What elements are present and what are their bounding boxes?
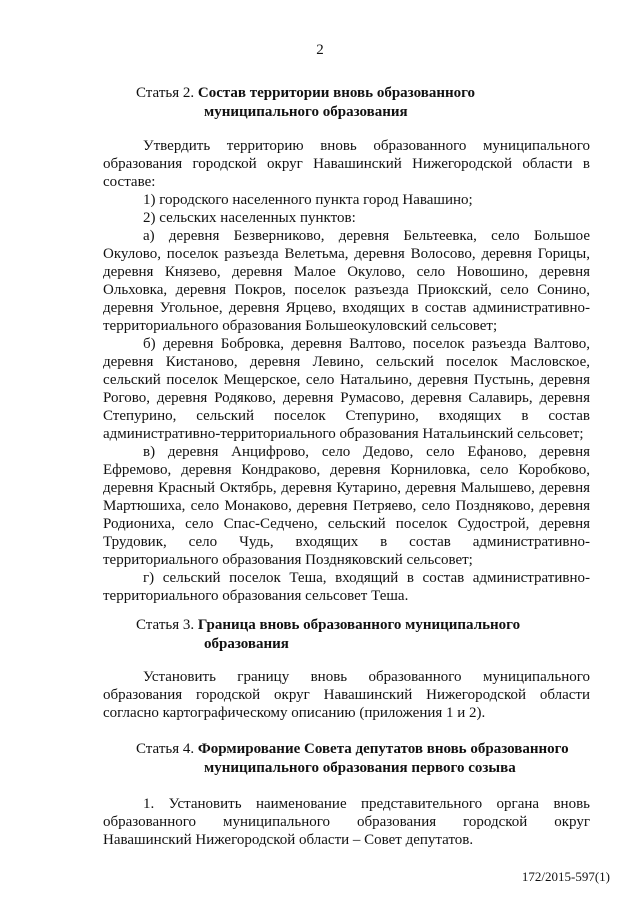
- article-2-title-line-2: муниципального образования: [204, 104, 408, 120]
- article-3-line: образования городской округ Навашинский Нижегородской области: [103, 687, 590, 703]
- article-2-heading: [136, 84, 576, 122]
- article-2-line: Утвердить территорию вновь образованного муниципального: [143, 138, 590, 154]
- article-3-line: Установить границу вновь образованного муниципального: [143, 669, 590, 685]
- article-2-line: б) деревня Бобровка, деревня Валтово, поселок разъезда Валтово,: [143, 336, 590, 352]
- article-4-title-line-1: Формирование Совета депутатов вновь образованного: [197, 741, 569, 757]
- article-2-line: г) сельский поселок Теша, входящий в состав административно-: [143, 570, 590, 586]
- article-2-line: Окулово, поселок разъезда Велетьма, деревня Волосово, деревня Горицы,: [103, 246, 590, 262]
- article-2-line: деревня Красный Октябрь, деревня Кутарино, деревня Малышево, деревня: [103, 480, 590, 496]
- article-4-line: 1. Установить наименование представительного органа вновь: [143, 796, 590, 812]
- article-2-line: Степурино, сельский поселок Степурино, входящих в состав: [103, 408, 590, 424]
- article-2-prefix: Статья 2.: [136, 85, 195, 101]
- article-2-line: территориального образования Большеокуловский сельсовет;: [103, 318, 498, 334]
- article-2-line: деревня Угольное, деревня Ярцево, входящих в состав административно-: [103, 300, 590, 316]
- article-4-heading: [136, 740, 576, 778]
- article-2-line: Рогово, деревня Родяково, деревня Румасово, деревня Салавирь, деревня: [103, 390, 590, 406]
- article-2-line: административно-территориального образования Натальинский сельсовет;: [103, 426, 584, 442]
- article-4-line: образованного муниципального образования городской округ: [103, 814, 590, 830]
- article-3-prefix: Статья 3.: [136, 617, 195, 633]
- article-2-line: сельский поселок Мещерское, село Натальино, деревня Пустынь, деревня: [103, 372, 590, 388]
- article-2-line: деревня Кистаново, деревня Левино, сельский поселок Масловское,: [103, 354, 590, 370]
- article-2-line: территориального образования Поздняковский сельсовет;: [103, 552, 473, 568]
- article-2-line: а) деревня Безверниково, деревня Бельтеевка, село Большое: [143, 228, 590, 244]
- article-3-line: согласно картографическому описанию (приложения 1 и 2).: [103, 705, 486, 721]
- article-2-line: Трудовик, село Чудь, входящих в состав административно-: [103, 534, 590, 550]
- article-2-line: территориального образования сельсовет Теша.: [103, 588, 409, 604]
- article-3-title-line-2: образования: [204, 636, 289, 652]
- article-2-line: Мартюшиха, село Монаково, деревня Петряево, село Поздняково, деревня: [103, 498, 590, 514]
- article-2-line: 1) городского населенного пункта город Навашино;: [143, 192, 473, 208]
- article-4-prefix: Статья 4.: [136, 741, 195, 757]
- article-2-line: в) деревня Анцифрово, село Дедово, село Ефаново, деревня: [143, 444, 590, 460]
- article-2-line: образования городской округ Навашинский Нижегородской области в: [103, 156, 590, 172]
- article-2-line: Ольховка, деревня Покров, поселок разъезда Приокский, село Сонино,: [103, 282, 590, 298]
- article-2-line: деревня Князево, деревня Малое Окулово, село Новошино, деревня: [103, 264, 590, 280]
- article-3-title-line-1: Граница вновь образованного муниципального: [197, 617, 521, 633]
- page-number: 2: [316, 42, 324, 58]
- article-2-line: Ефремово, деревня Кондраково, деревня Корниловка, село Коробково,: [103, 462, 590, 478]
- article-2-line: 2) сельских населенных пунктов:: [143, 210, 356, 226]
- article-4-title-line-2: муниципального образования первого созыва: [204, 760, 516, 776]
- article-2-line: Родиониха, село Спас-Седчено, сельский поселок Судострой, деревня: [103, 516, 590, 532]
- article-3-heading: [136, 616, 576, 654]
- article-2-line: составе:: [103, 174, 156, 190]
- article-2-title-line-1: Состав территории вновь образованного: [197, 85, 476, 101]
- article-4-line: Навашинский Нижегородской области – Совет депутатов.: [103, 832, 474, 848]
- document-code: 172/2015-597(1): [521, 869, 610, 884]
